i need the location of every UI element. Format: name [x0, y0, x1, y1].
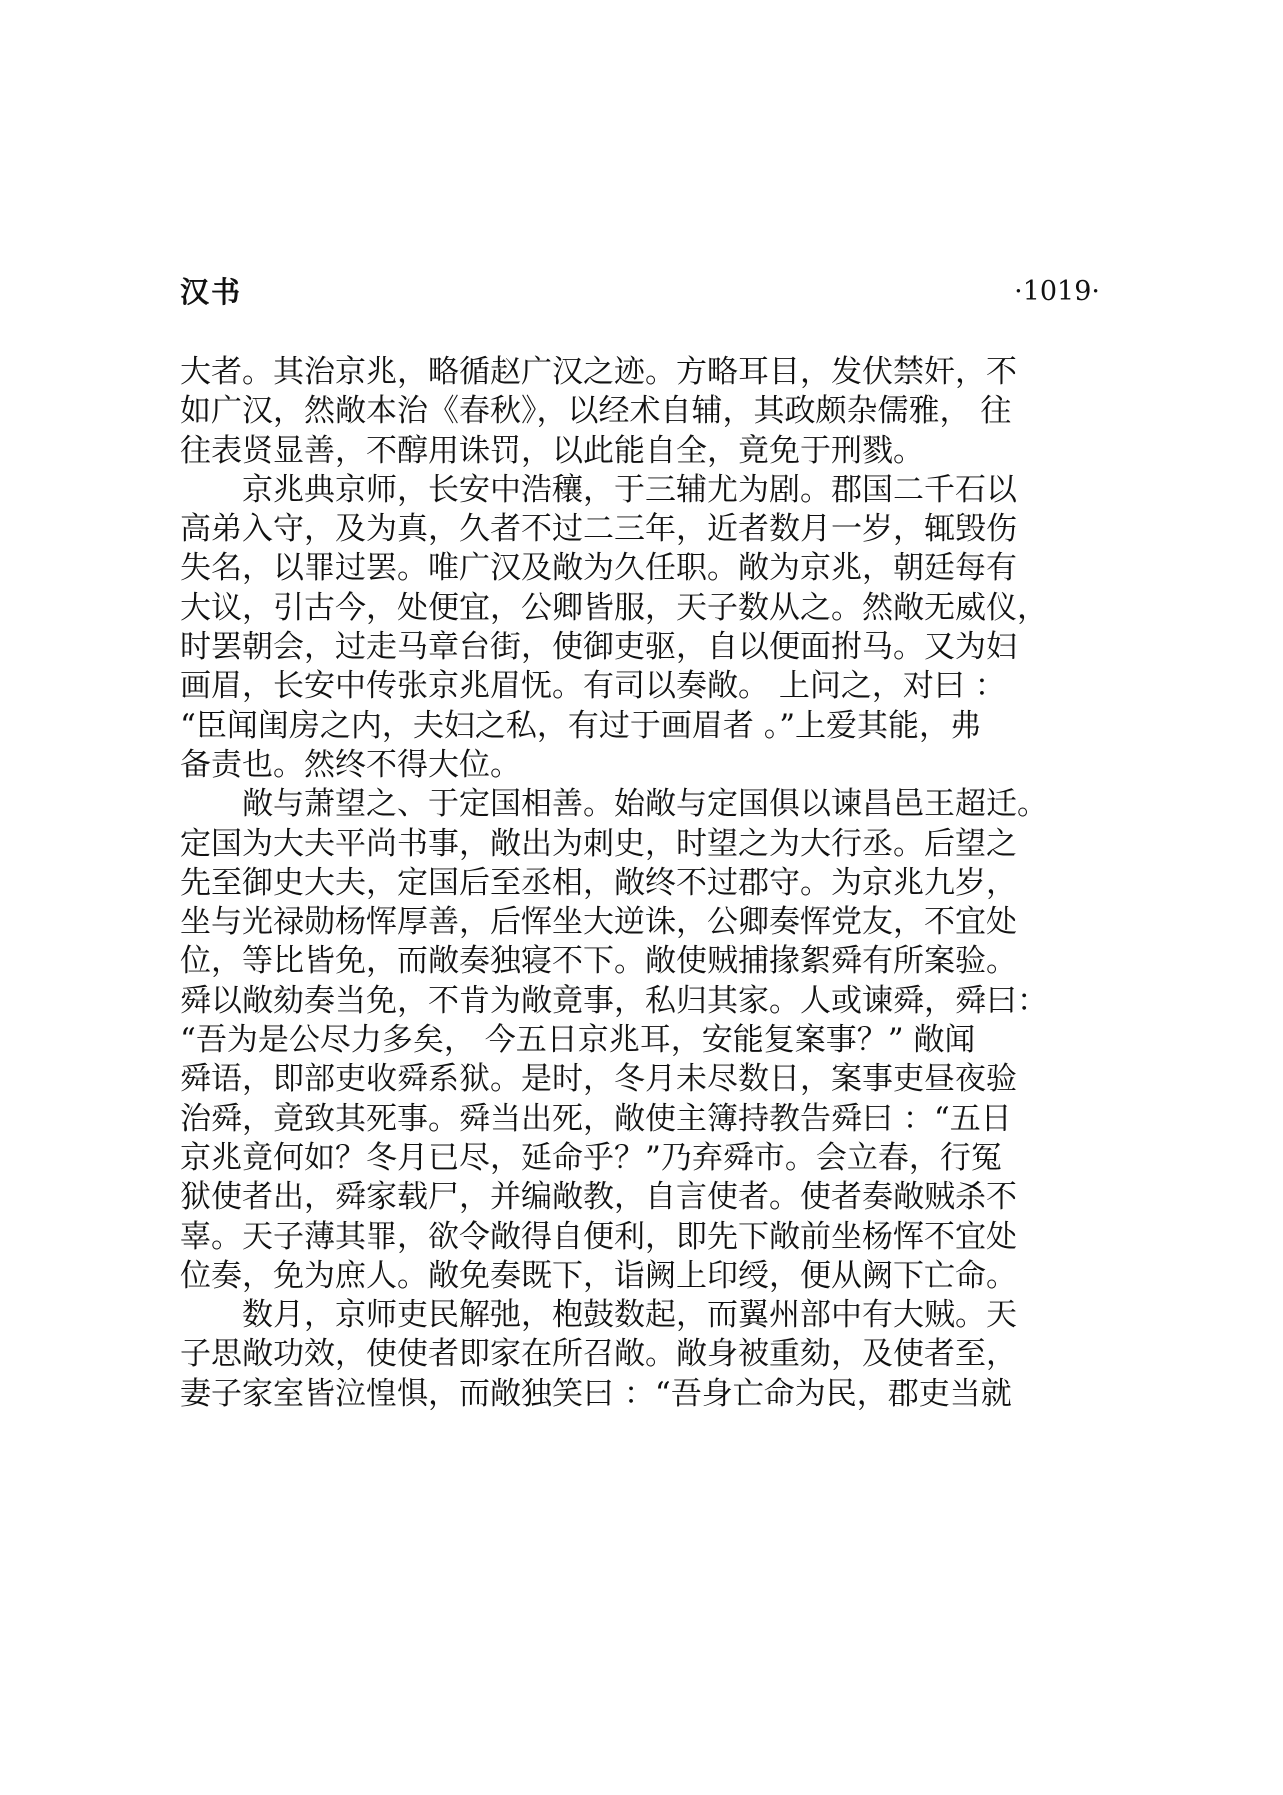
text-line: 如广汉，然敞本治《春秋》，以经术自辅，其政颇杂儒雅， 往 — [180, 393, 1012, 430]
paragraph-start-line: 数月，京师吏民解弛，枹鼓数起，而翼州部中有大贼。天 — [242, 1297, 1017, 1334]
text-line: 狱使者出，舜家载尸，并编敞教，自言使者。使者奏敞贼杀不 — [180, 1179, 1017, 1216]
text-line: 失名，以罪过罢。唯广汉及敞为久任职。敞为京兆，朝廷每有 — [180, 550, 1017, 587]
text-line: 画眉，长安中传张京兆眉怃。有司以奏敞。 上问之，对曰 ： — [180, 668, 1006, 705]
text-line: 往表贤显善，不醇用诛罚，以此能自全，竟免于刑戮。 — [180, 432, 924, 469]
paragraph-start-line: 敞与萧望之、于定国相善。始敞与定国俱以谏昌邑王超迁。 — [242, 786, 1048, 823]
text-line: 定国为大夫平尚书事，敞出为刺史，时望之为大行丞。后望之 — [180, 825, 1017, 862]
text-line: 大者。其治京兆，略循赵广汉之迹。方略耳目，发伏禁奸，不 — [180, 354, 1017, 390]
text-line: 备责也。然终不得大位。 — [180, 746, 521, 783]
text-line: 大议，引古今，处便宜，公卿皆服，天子数从之。然敞无威仪， — [180, 589, 1048, 626]
text-line: 位奏，免为庶人。敞免奏既下，诣阙上印绶，便从阙下亡命。 — [180, 1257, 1017, 1294]
text-line: 舜以敞劾奏当免，不肯为敞竟事，私归其家。人或谏舜，舜曰： — [180, 982, 1048, 1019]
paragraph-start-line: 京兆典京师，长安中浩穰，于三辅尤为剧。郡国二千石以 — [242, 471, 1017, 508]
text-line: 坐与光禄勋杨恽厚善，后恽坐大逆诛，公卿奏恽党友，不宜处 — [180, 904, 1017, 941]
text-line: 位，等比皆免，而敞奏独寝不下。敞使贼捕掾絮舜有所案验。 — [180, 943, 1017, 980]
text-line: 高弟入守，及为真，久者不过二三年，近者数月一岁，辄毁伤 — [180, 511, 1017, 548]
text-line: “吾为是公尽力多矣， 今五日京兆耳，安能复案事？” 敞闻 — [180, 1022, 976, 1059]
text-line: “臣闻闺房之内，夫妇之私，有过于画眉者 。”上爱其能，弗 — [180, 707, 982, 744]
text-line: 辜。天子薄其罪，欲令敞得自便利，即先下敞前坐杨恽不宜处 — [180, 1218, 1017, 1255]
text-line: 先至御史大夫，定国后至丞相，敞终不过郡守。为京兆九岁， — [180, 864, 1017, 901]
text-line: 时罢朝会，过走马章台街，使御吏驱，自以便面拊马。又为妇 — [180, 629, 1017, 666]
body-text — [180, 353, 1085, 1414]
page-number: ·1019· — [1014, 276, 1100, 307]
page-header — [180, 272, 1100, 312]
text-line: 子思敞功效，使使者即家在所召敞。敞身被重劾，及使者至， — [180, 1336, 1017, 1373]
text-line: 京兆竟何如？冬月已尽，延命乎？”乃弃舜市。会立春，行冤 — [180, 1139, 1002, 1176]
text-line: 治舜，竟致其死事。舜当出死，敞使主簿持教告舜曰 ：“五日 — [180, 1100, 1012, 1137]
text-line: 妻子家室皆泣惶惧，而敞独笑曰 ：“吾身亡命为民，郡吏当就 — [180, 1375, 1012, 1412]
book-title: 汉书 — [180, 275, 243, 309]
text-line: 舜语，即部吏收舜系狱。是时，冬月未尽数日，案事吏昼夜验 — [180, 1061, 1017, 1098]
